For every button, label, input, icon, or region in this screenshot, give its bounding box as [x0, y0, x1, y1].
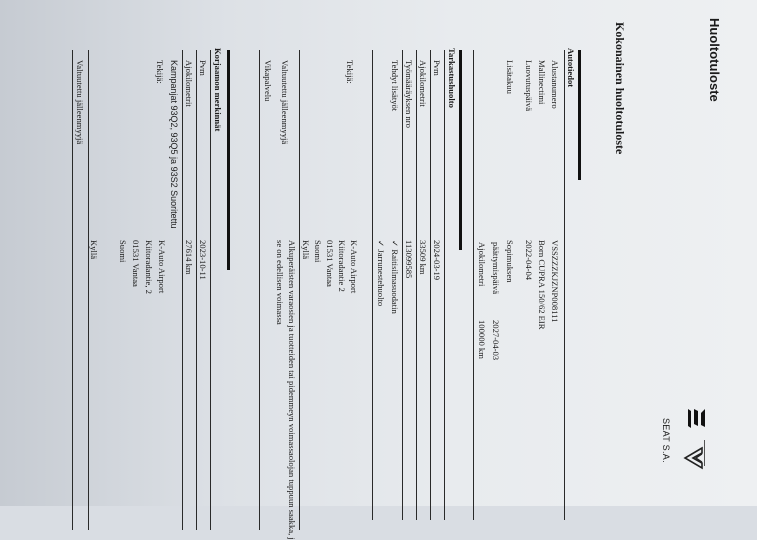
performer-line-4: Suomi: [313, 240, 323, 263]
performer-line-1: K-Auto Airport: [349, 240, 359, 294]
inspection-date-value: 2024-03-19: [432, 240, 442, 281]
model-value: Born CUPRA 150/62 EIR: [537, 240, 547, 330]
cupra-triangle-icon: [683, 446, 705, 470]
extra-work-label: Tehdyt lisätyöt: [390, 60, 400, 112]
vehicle-heading: Autotiedot: [566, 48, 576, 88]
extra-work-2-text: Jarrunestehuolto: [376, 249, 386, 307]
vin-value: VSSZZZKJZNP008111: [550, 240, 560, 323]
row-line: [196, 50, 197, 530]
repair-performer-line-3: 01531 Vantaa: [131, 240, 141, 287]
inspection-km-label: Ajokilometrit: [418, 60, 428, 107]
row-line: [88, 50, 89, 530]
dealer-label: Valtuutettu jälleenmyyjä: [75, 60, 85, 145]
repair-performer-line-1: K-Auto Airport: [157, 240, 167, 294]
row-line: [182, 50, 183, 530]
extra-warranty-label: Lisätakuu: [505, 60, 515, 94]
vehicle-section-rule: [578, 50, 581, 180]
repair-performer-line-4: Suomi: [118, 240, 128, 263]
repair-date-value: 2023-10-11: [198, 240, 208, 280]
row-line: [402, 50, 403, 520]
vikapalvelu-label: Vikapalvelu: [263, 60, 273, 102]
repair-km-value: 27614 km: [184, 240, 194, 275]
check-icon: ✓: [376, 240, 386, 250]
warranty-end-label: päättymispäivä: [491, 242, 501, 295]
inspection-section-rule: [459, 50, 462, 250]
vin-label: Alustanumero: [550, 60, 560, 109]
check-icon: ✓: [390, 240, 400, 250]
row-line: [473, 50, 474, 520]
extra-work-value-1: [390, 240, 400, 314]
repair-performer-line-5: Kyllä: [89, 240, 99, 260]
seat-logo: [687, 408, 707, 430]
inspection-date-label: Pvm: [432, 60, 442, 76]
repair-section-rule: [227, 50, 230, 270]
inspection-heading: Tarkastushuolto: [447, 48, 457, 108]
row-line: [416, 50, 417, 520]
header-title: Huoltotuloste: [707, 18, 722, 102]
row-line: [564, 50, 565, 520]
seat-s-icon: [687, 408, 707, 430]
work-order-label: Työmääräyksen nro: [404, 60, 414, 128]
original-parts-text-2: se on edellisen voimassa: [275, 240, 285, 325]
performer-line-3: 01531 Vantaa: [325, 240, 335, 287]
repair-date-label: Pvm: [198, 60, 208, 76]
document-title: Kokonainen huoltotuloste: [613, 22, 627, 155]
model-label: Mallinectimi: [537, 60, 547, 105]
row-line: [210, 50, 211, 530]
extra-warranty-value: Sopimuksen: [505, 240, 515, 283]
repair-km-label: Ajokilometrit: [184, 60, 194, 107]
work-order-value: 113099585: [404, 240, 414, 279]
warranty-km-value: 100000 km: [477, 320, 487, 359]
repair-heading: Korjaamon merkinnät: [213, 48, 223, 132]
brand-name: SEAT S.A.: [661, 418, 671, 463]
performer-line-2: Kiitoradantie 2: [337, 240, 347, 292]
extra-work-1-text: Raitisilmasuodatin: [390, 249, 400, 314]
row-line: [72, 50, 73, 530]
extra-work-value-2: [376, 240, 386, 306]
inspection-km-value: 33509 km: [418, 240, 428, 275]
warranty-km-label: Ajokilometri: [477, 242, 487, 287]
repair-performer-label: Tekijä:: [155, 60, 165, 84]
row-line: [299, 50, 300, 530]
row-line: [372, 50, 373, 520]
cupra-logo: [683, 446, 705, 470]
row-line: [430, 50, 431, 520]
performer-line-5: Kyllä: [301, 240, 311, 260]
repair-performer-line-2: Kiitoradantie, 2: [144, 240, 154, 294]
original-parts-label: Valtuutettu jälleenmyyjä: [280, 60, 290, 145]
row-line: [259, 50, 260, 530]
campaign-text: Kampanjat 93Q2, 93Q5 ja 93S2 Suoritettu: [169, 60, 179, 229]
inspection-performer-label: Tekijä:: [345, 60, 355, 84]
delivery-date-label: Luovutuspäivä: [524, 60, 534, 112]
row-line: [444, 50, 445, 520]
delivery-date-value: 2022-04-04: [524, 240, 534, 281]
original-parts-text-1: Alkuperäisten varaosien ja tuotteiden tai pidemmeyn voimassaolojan tuppuun saakka, j: [287, 240, 297, 540]
warranty-end-date: 2027-04-03: [491, 320, 501, 361]
